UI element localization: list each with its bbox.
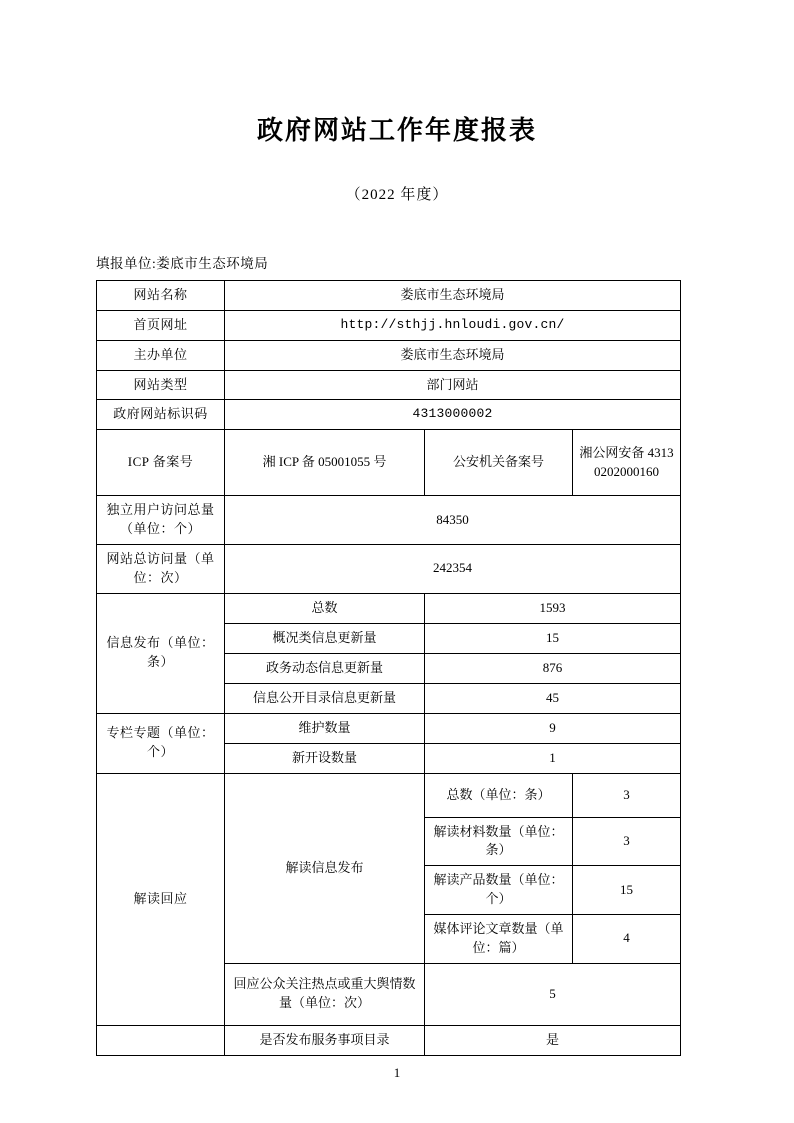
sponsor-value: 娄底市生态环境局 <box>225 340 681 370</box>
table-row <box>97 593 681 623</box>
interpret-response-label: 解读回应 <box>97 773 225 1025</box>
table-row <box>97 310 681 340</box>
total-visits-label: 网站总访问量（单位：次） <box>97 544 225 593</box>
interpret-item-name: 总数（单位：条） <box>425 773 573 817</box>
info-publish-item-value: 876 <box>425 653 681 683</box>
site-code-label: 政府网站标识码 <box>97 400 225 430</box>
info-publish-item-value: 15 <box>425 623 681 653</box>
unique-visitors-label: 独立用户访问总量（单位：个） <box>97 496 225 545</box>
site-type-label: 网站类型 <box>97 370 225 400</box>
service-catalog-value: 是 <box>425 1025 681 1055</box>
annual-report-table <box>96 280 681 1056</box>
unique-visitors-value: 84350 <box>225 496 681 545</box>
interpret-item-name: 媒体评论文章数量（单位：篇） <box>425 914 573 963</box>
info-publish-item-value: 1593 <box>425 593 681 623</box>
icp-value: 湘 ICP 备 05001055 号 <box>225 430 425 496</box>
interpret-item-value: 15 <box>573 866 681 915</box>
interpret-item-name: 解读材料数量（单位：条） <box>425 817 573 866</box>
table-row <box>97 773 681 817</box>
hotspot-response-value: 5 <box>425 963 681 1025</box>
info-publish-item-name: 信息公开目录信息更新量 <box>225 683 425 713</box>
table-row <box>97 1025 681 1055</box>
empty-cell <box>97 1025 225 1055</box>
interpret-item-value: 4 <box>573 914 681 963</box>
police-record-value: 湘公网安备 43130202000160 <box>573 430 681 496</box>
table-row <box>97 400 681 430</box>
site-code-value: 4313000002 <box>225 400 681 430</box>
hotspot-response-label: 回应公众关注热点或重大舆情数量（单位：次） <box>225 963 425 1025</box>
table-row <box>97 370 681 400</box>
info-publish-item-value: 45 <box>425 683 681 713</box>
filler-unit-line: 填报单位:娄底市生态环境局 <box>96 256 269 271</box>
page-title: 政府网站工作年度报表 <box>256 116 537 146</box>
info-publish-item-name: 政务动态信息更新量 <box>225 653 425 683</box>
interpret-item-value: 3 <box>573 817 681 866</box>
page-subtitle: （2022 年度） <box>345 187 449 203</box>
home-url-value: http://sthjj.hnloudi.gov.cn/ <box>225 310 681 340</box>
column-topic-item-value: 1 <box>425 743 681 773</box>
info-publish-label: 信息发布（单位：条） <box>97 593 225 713</box>
interpret-item-value: 3 <box>573 773 681 817</box>
column-topic-item-name: 新开设数量 <box>225 743 425 773</box>
site-name-value: 娄底市生态环境局 <box>225 281 681 311</box>
table-row <box>97 544 681 593</box>
sponsor-label: 主办单位 <box>97 340 225 370</box>
table-row <box>97 430 681 496</box>
table-row <box>97 340 681 370</box>
column-topic-item-value: 9 <box>425 713 681 743</box>
home-url-label: 首页网址 <box>97 310 225 340</box>
interpret-publish-label: 解读信息发布 <box>225 773 425 963</box>
interpret-item-name: 解读产品数量（单位：个） <box>425 866 573 915</box>
service-catalog-label: 是否发布服务事项目录 <box>225 1025 425 1055</box>
police-record-label: 公安机关备案号 <box>425 430 573 496</box>
table-row <box>97 496 681 545</box>
info-publish-item-name: 概况类信息更新量 <box>225 623 425 653</box>
column-topic-item-name: 维护数量 <box>225 713 425 743</box>
table-row <box>97 281 681 311</box>
table-row <box>97 713 681 743</box>
page-number: 1 <box>393 1065 401 1080</box>
icp-label: ICP 备案号 <box>97 430 225 496</box>
site-name-label: 网站名称 <box>97 281 225 311</box>
total-visits-value: 242354 <box>225 544 681 593</box>
column-topic-label: 专栏专题（单位：个） <box>97 713 225 773</box>
site-type-value: 部门网站 <box>225 370 681 400</box>
info-publish-item-name: 总数 <box>225 593 425 623</box>
